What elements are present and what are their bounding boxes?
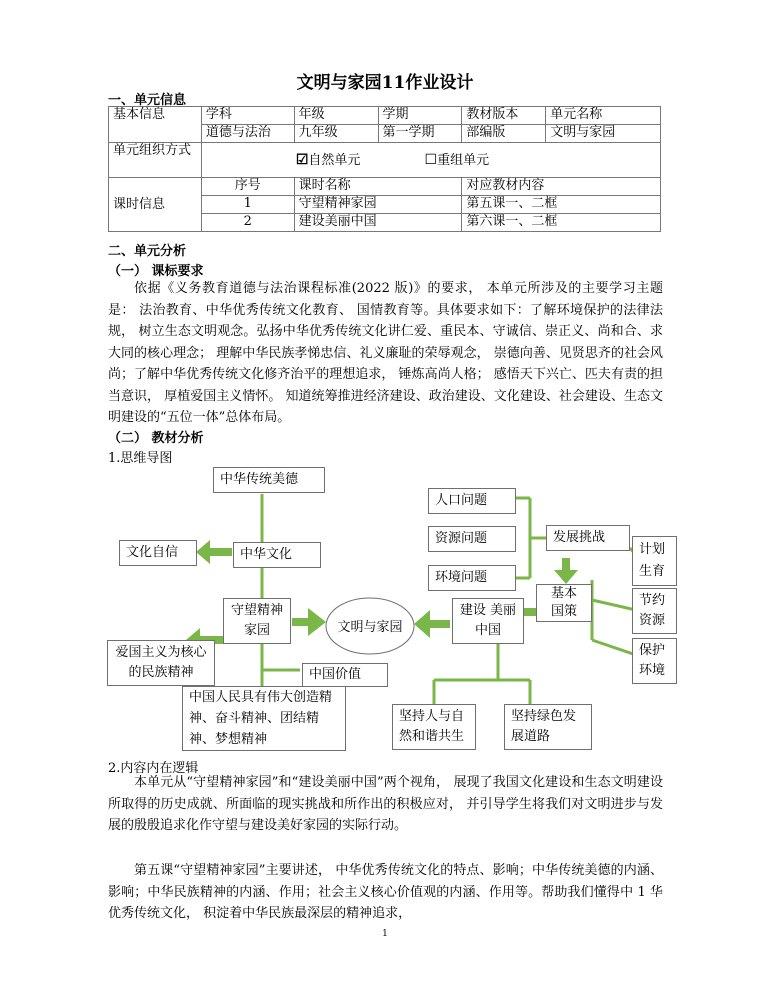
node-save-resources: 节约资源 (632, 588, 677, 634)
node-chinese-culture: 中华文化 (233, 542, 321, 568)
cell-lesson-label: 课时信息 (109, 178, 202, 232)
cell-term: 第一学期 (378, 125, 462, 143)
node-environment-issue: 环境问题 (428, 565, 516, 591)
node-chinese-spirit: 中国人民具有伟大创造精神、奋斗精神、团结精神、梦想精神 (182, 686, 346, 751)
section-2-heading: 二、单元分析 (108, 244, 187, 259)
node-protect-environment: 保护环境 (632, 638, 677, 684)
cell-unit-name-label: 单元名称 (546, 107, 661, 125)
subsection-standards: （一） 课标要求 (108, 264, 204, 279)
node-family-planning: 计划生育 (632, 536, 677, 586)
cell-lesson-1-content: 第五课一、二框 (462, 196, 661, 214)
cell-lesson-name-head: 课时名称 (294, 178, 462, 196)
item-mindmap-title: 1.思维导图 (108, 451, 173, 466)
node-development-challenge: 发展挑战 (546, 525, 630, 551)
document-title: 文明与家园11作业设计 (296, 73, 474, 93)
subsection-textbook: （二） 教材分析 (108, 431, 204, 446)
cell-basic-info: 基本信息 (109, 107, 202, 143)
cell-unit-name: 文明与家园 (546, 125, 661, 143)
cell-lesson-2-content: 第六课一、二框 (462, 214, 661, 232)
paragraph-standards: 依据《义务教育道德与法治课程标准(2022 版)》的要求， 本单元所涉及的主要学习主题是： 法治教育、中华优秀传统文化教育、 国情教育等。具体要求如下：了解环境保护的法律法规， 树立生态文明观念。弘扬中华优秀传统文化讲仁爱、重民本、守诚信、崇正义、尚和合、求大同的核心理念； 理解中华民族孝悌忠信、礼义廉耻的荣辱观念， 崇德向善、见贤思齐的社会风尚；了解中华优秀传统文化修齐治平的理想追求， 锤炼高尚人格； 感悟天下兴亡、匹夫有责的担当意识， 厚植爱国主义情怀。 知道统筹推进经济建设、政治建设、文化建设、社会建设、生态文明建设的“五位一体”总体布局。 (108, 281, 663, 425)
org-option-regroup: 重组单元 (437, 152, 490, 168)
node-resource-issue: 资源问题 (428, 526, 516, 552)
cell-lesson-2-name: 建设美丽中国 (294, 214, 462, 232)
cell-subject: 道德与法治 (201, 125, 294, 143)
section-1-heading: 一、单元信息 (108, 93, 187, 108)
cell-edition-label: 教材版本 (462, 107, 546, 125)
org-option-natural: 自然单元 (308, 152, 361, 168)
cell-edition: 部编版 (462, 125, 546, 143)
cell-org-label: 单元组织方式 (109, 143, 202, 178)
node-basic-policy: 基本国策 (536, 584, 592, 622)
paragraph-lesson-5: 第五课“守望精神家园”主要讲述， 中华优秀传统文化的特点、影响；中华传统美德的内涵、影响；中华民族精神的内涵、作用；社会主义核心价值观的内涵、作用等。帮助我们懂得中 1 华优秀传统文化， 积淀着中华民族最深层的精神追求， (108, 863, 663, 921)
node-traditional-virtue: 中华传统美德 (213, 467, 325, 493)
paragraph-logic: 本单元从“守望精神家园”和“建设美丽中国”两个视角， 展现了我国文化建设和生态文明建设所取得的历史成就、所面临的现实挑战和所作出的积极应对， 并引导学生将我们对文明进步与发展的殷殷追求化作守望与建设美好家园的实际行动。 (108, 775, 663, 833)
cell-seq-head: 序号 (201, 178, 294, 196)
node-harmony-with-nature: 坚持人与自然和谐共生 (392, 704, 476, 750)
cell-lesson-1-name: 守望精神家园 (294, 196, 462, 214)
cell-content-head: 对应教材内容 (462, 178, 661, 196)
cell-lesson-2-seq: 2 (201, 214, 294, 232)
node-center-civilization-home: 文明与家园 (337, 620, 403, 635)
node-build-beautiful-china: 建设 美丽中国 (452, 598, 524, 644)
cell-subject-label: 学科 (201, 107, 294, 125)
cell-term-label: 学期 (378, 107, 462, 125)
node-chinese-value: 中国价值 (302, 663, 388, 687)
cell-lesson-1-seq: 1 (201, 196, 294, 214)
unchecked-box-icon[interactable]: ☐ (424, 151, 438, 168)
item-logic-title: 2.内容内在逻辑 (108, 761, 199, 776)
checked-box-icon[interactable]: ☑ (295, 151, 309, 168)
cell-grade-label: 年级 (294, 107, 378, 125)
node-cultural-confidence: 文化自信 (119, 540, 197, 566)
node-green-development: 坚持绿色发展道路 (504, 704, 592, 750)
node-population-issue: 人口问题 (428, 488, 516, 514)
node-guard-spiritual-home: 守望精神家园 (223, 598, 291, 644)
node-patriotic-spirit: 爱国主义为核心的民族精神 (107, 640, 215, 686)
cell-grade: 九年级 (294, 125, 378, 143)
page-number: 1 (382, 929, 388, 939)
